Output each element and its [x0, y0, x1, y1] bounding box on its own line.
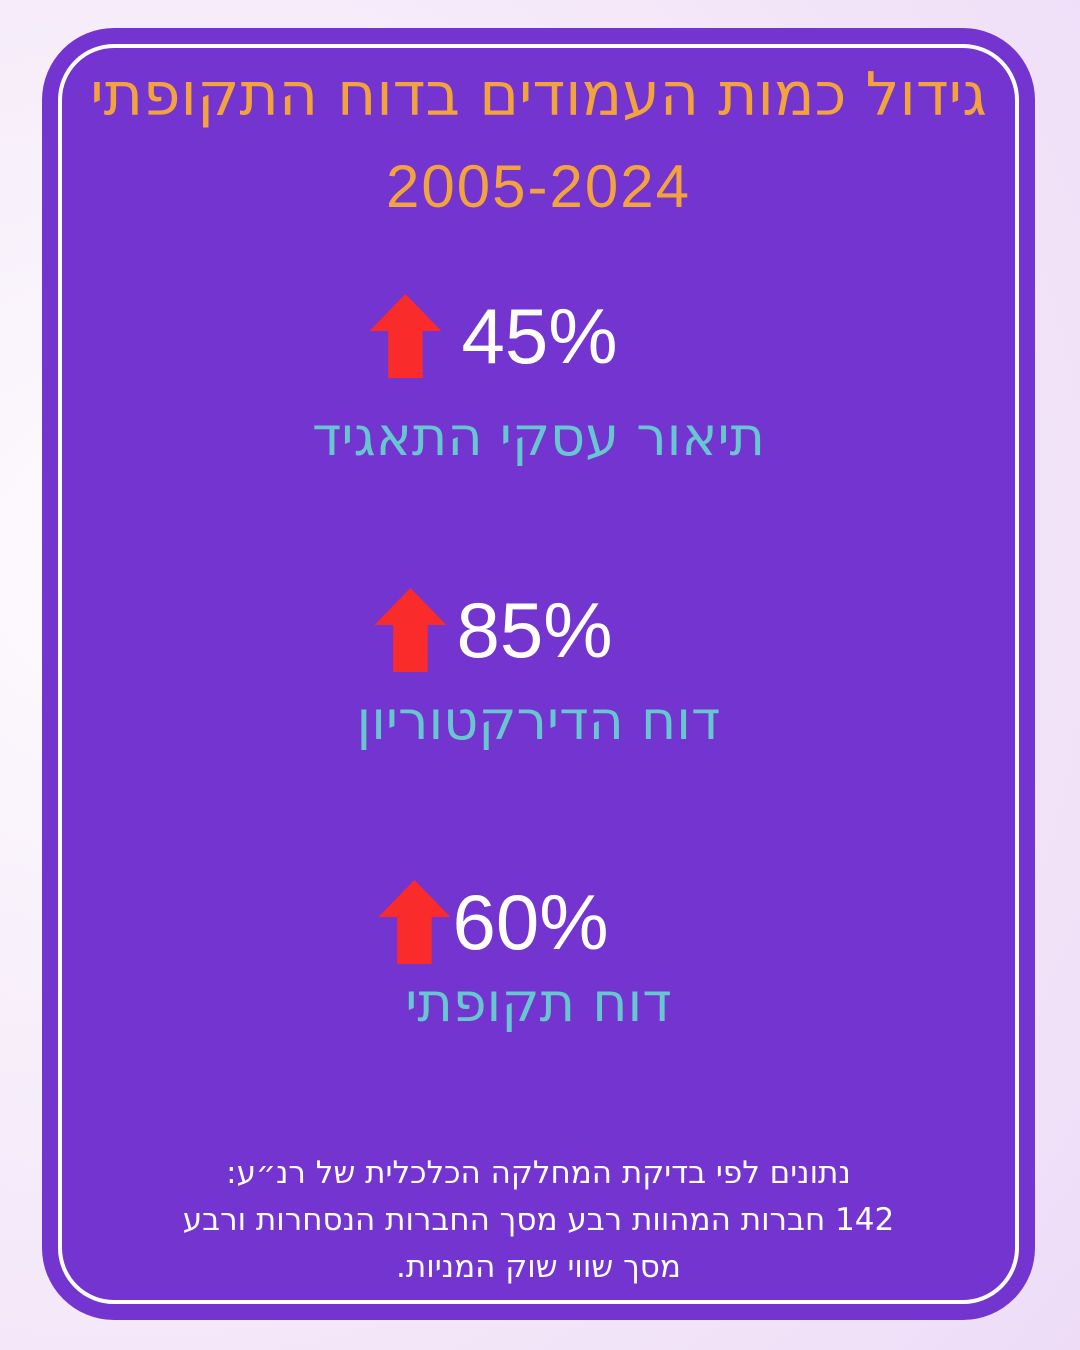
page-title: גידול כמות העמודים בדוח התקופתי	[90, 60, 987, 130]
up-arrow-icon	[378, 880, 450, 964]
subtitle-years: 2005-2024	[386, 153, 691, 220]
footnote	[42, 1150, 1035, 1291]
stat-label-3: דוח תקופתי	[405, 971, 672, 1034]
up-arrow-icon	[369, 294, 441, 378]
stat-value-1: 45%	[461, 292, 618, 380]
footnote-line-3: מסך שווי שוק המניות.	[396, 1249, 681, 1285]
stat-label-1: תיאור עסקי התאגיד	[311, 405, 766, 468]
up-arrow-icon	[374, 588, 446, 672]
stat-row-2	[0, 588, 990, 672]
infographic-card	[42, 28, 1035, 1320]
stat-value-3: 60%	[452, 878, 609, 966]
card-inner-border	[58, 44, 1019, 1304]
stat-row-1	[0, 294, 990, 378]
footnote-line-1: נתונים לפי בדיקת המחלקה הכלכלית של רנ״ע:	[226, 1155, 851, 1191]
footnote-line-2: 142 חברות המהוות רבע מסך החברות הנסחרות ורבע	[182, 1202, 895, 1238]
stat-value-2: 85%	[456, 586, 613, 674]
stat-row-3	[0, 880, 990, 964]
stat-label-2: דוח הדירקטוריון	[356, 689, 721, 752]
